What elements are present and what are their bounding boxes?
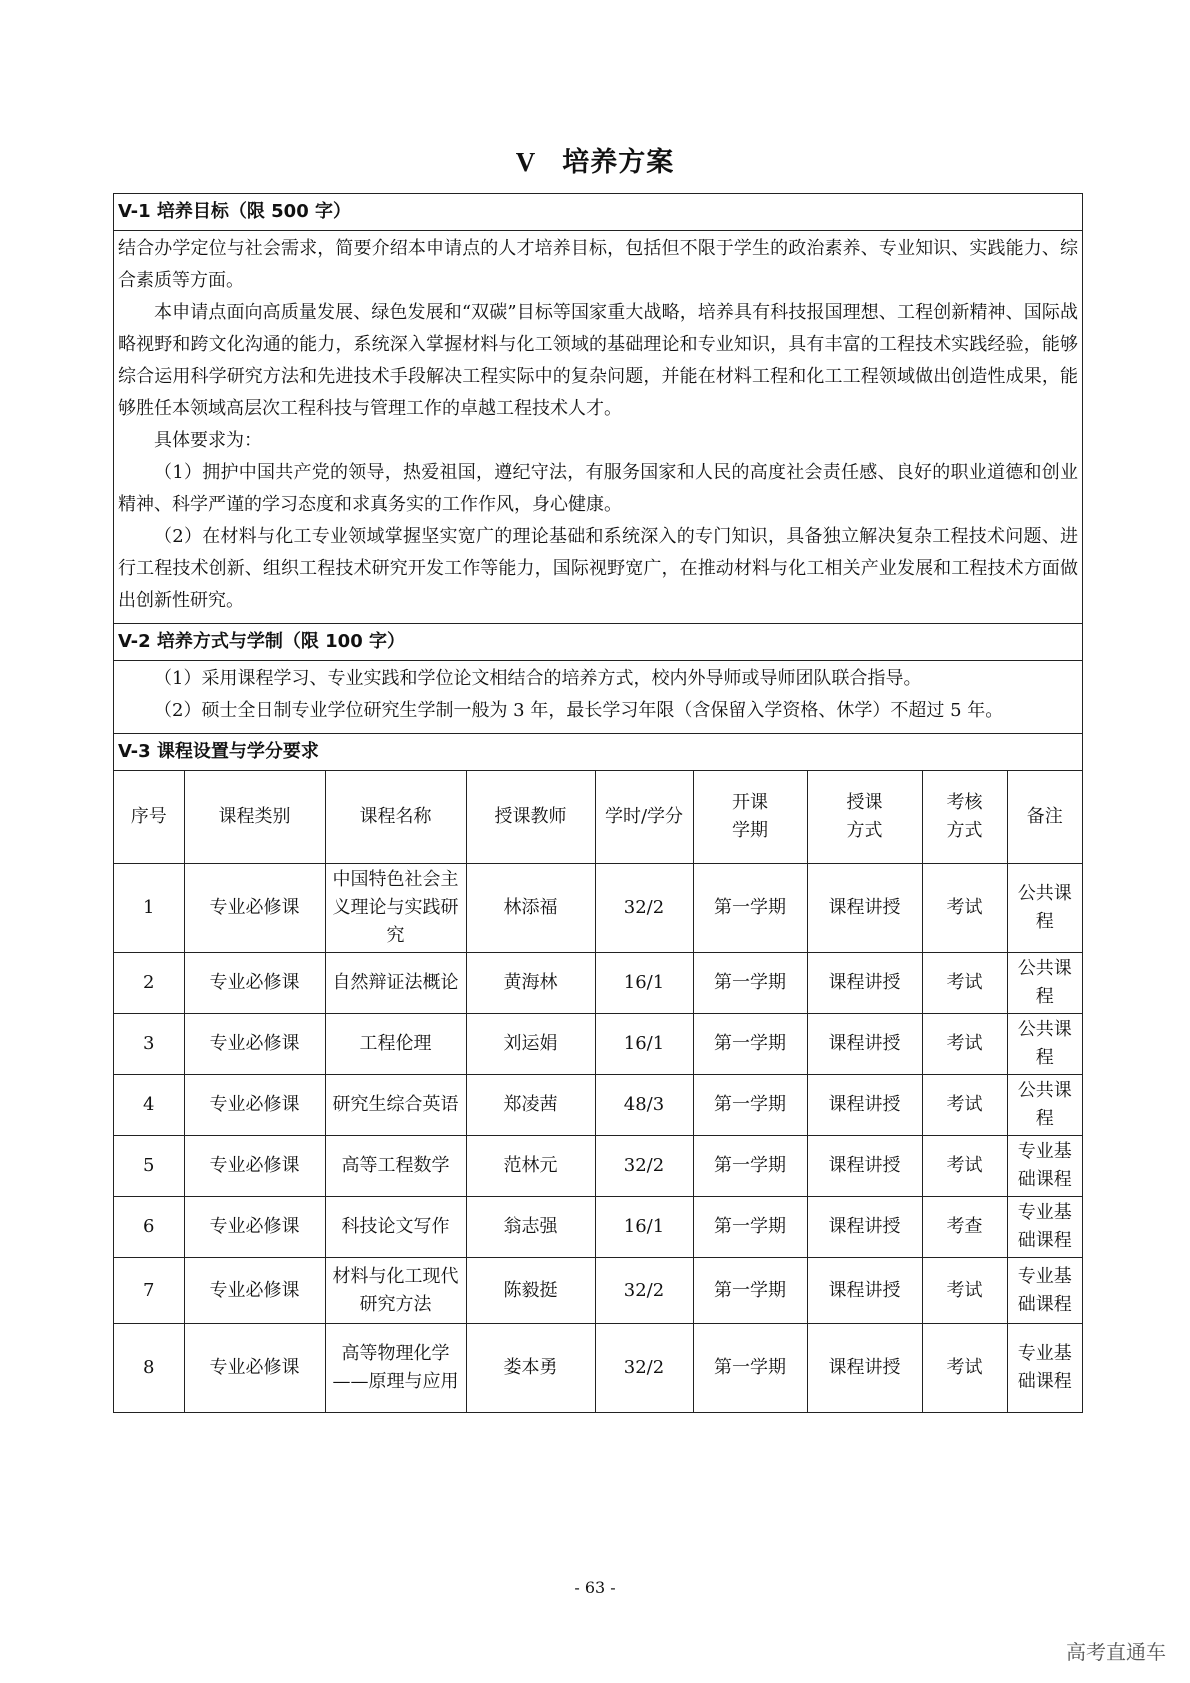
paragraph: 具体要求为： — [154, 430, 262, 451]
section-body-v1 — [114, 231, 1082, 623]
cell-term: 第一学期 — [693, 1136, 807, 1197]
table-row — [114, 1324, 1082, 1412]
form-frame — [113, 193, 1083, 1413]
cell-exam: 考试 — [922, 1324, 1007, 1412]
paragraph: （1）拥护中国共产党的领导，热爱祖国，遵纪守法，有服务国家和人民的高度社会责任感、良好的职业道德和创业精神、科学严谨的学习态度和求真务实的工作作风，身心健康。 — [118, 462, 1078, 515]
table-row — [114, 953, 1082, 1014]
cell-hours: 48/3 — [595, 1075, 693, 1136]
column-header: 序号 — [114, 771, 184, 864]
cell-exam: 考查 — [922, 1197, 1007, 1258]
cell-hours: 32/2 — [595, 1136, 693, 1197]
cell-note: 公共课程 — [1007, 864, 1082, 953]
cell-mode: 课程讲授 — [807, 1258, 922, 1324]
cell-note: 公共课程 — [1007, 953, 1082, 1014]
cell-term: 第一学期 — [693, 1324, 807, 1412]
cell-name: 高等物理化学——原理与应用 — [325, 1324, 466, 1412]
cell-no: 2 — [114, 953, 184, 1014]
cell-category: 专业必修课 — [184, 864, 325, 953]
cell-category: 专业必修课 — [184, 1075, 325, 1136]
cell-no: 3 — [114, 1014, 184, 1075]
cell-mode: 课程讲授 — [807, 953, 922, 1014]
column-header: 课程名称 — [325, 771, 466, 864]
cell-note: 公共课程 — [1007, 1075, 1082, 1136]
course-table — [114, 771, 1082, 1412]
cell-teacher: 陈毅挺 — [466, 1258, 595, 1324]
cell-exam: 考试 — [922, 1075, 1007, 1136]
table-row — [114, 1014, 1082, 1075]
paragraph: （2）硕士全日制专业学位研究生学制一般为 3 年，最长学习年限（含保留入学资格、休学）不超过 5 年。 — [154, 700, 1004, 721]
cell-term: 第一学期 — [693, 1075, 807, 1136]
cell-note: 公共课程 — [1007, 1014, 1082, 1075]
column-header: 授课教师 — [466, 771, 595, 864]
cell-hours: 32/2 — [595, 864, 693, 953]
cell-name: 研究生综合英语 — [325, 1075, 466, 1136]
column-header: 开课学期 — [693, 771, 807, 864]
section-heading-v3: V-3 课程设置与学分要求 — [114, 734, 1082, 771]
cell-teacher: 范林元 — [466, 1136, 595, 1197]
cell-note: 专业基础课程 — [1007, 1258, 1082, 1324]
cell-teacher: 黄海林 — [466, 953, 595, 1014]
cell-term: 第一学期 — [693, 1258, 807, 1324]
cell-name: 材料与化工现代研究方法 — [325, 1258, 466, 1324]
cell-name: 科技论文写作 — [325, 1197, 466, 1258]
title-text: 培养方案 — [562, 147, 675, 178]
cell-mode: 课程讲授 — [807, 1197, 922, 1258]
column-header: 考核方式 — [922, 771, 1007, 864]
section-heading-v1: V-1 培养目标（限 500 字） — [114, 194, 1082, 231]
cell-name: 工程伦理 — [325, 1014, 466, 1075]
column-header: 备注 — [1007, 771, 1082, 864]
cell-no: 7 — [114, 1258, 184, 1324]
cell-term: 第一学期 — [693, 864, 807, 953]
cell-note: 专业基础课程 — [1007, 1197, 1082, 1258]
course-rows — [114, 864, 1082, 1412]
cell-hours: 16/1 — [595, 1197, 693, 1258]
cell-hours: 32/2 — [595, 1258, 693, 1324]
cell-exam: 考试 — [922, 1136, 1007, 1197]
column-header: 学时/学分 — [595, 771, 693, 864]
cell-category: 专业必修课 — [184, 1197, 325, 1258]
cell-term: 第一学期 — [693, 1014, 807, 1075]
cell-mode: 课程讲授 — [807, 864, 922, 953]
cell-note: 专业基础课程 — [1007, 1324, 1082, 1412]
cell-exam: 考试 — [922, 1014, 1007, 1075]
cell-hours: 16/1 — [595, 953, 693, 1014]
page-number: - 63 - — [574, 1578, 616, 1597]
cell-no: 4 — [114, 1075, 184, 1136]
section-body-v2 — [114, 661, 1082, 733]
cell-category: 专业必修课 — [184, 953, 325, 1014]
cell-no: 6 — [114, 1197, 184, 1258]
table-row — [114, 864, 1082, 953]
cell-teacher: 郑凌茜 — [466, 1075, 595, 1136]
cell-category: 专业必修课 — [184, 1136, 325, 1197]
cell-hours: 32/2 — [595, 1324, 693, 1412]
cell-mode: 课程讲授 — [807, 1075, 922, 1136]
table-row — [114, 1197, 1082, 1258]
cell-teacher: 翁志强 — [466, 1197, 595, 1258]
cell-mode: 课程讲授 — [807, 1136, 922, 1197]
cell-no: 5 — [114, 1136, 184, 1197]
column-header: 授课方式 — [807, 771, 922, 864]
paragraph: （2）在材料与化工专业领域掌握坚实宽广的理论基础和系统深入的专门知识，具备独立解决复杂工程技术问题、进行工程技术创新、组织工程技术研究开发工作等能力，国际视野宽广，在推动材料与化工相关产业发展和工程技术方面做出创新性研究。 — [118, 526, 1078, 611]
title-number: V — [515, 147, 537, 177]
cell-exam: 考试 — [922, 864, 1007, 953]
cell-hours: 16/1 — [595, 1014, 693, 1075]
cell-no: 1 — [114, 864, 184, 953]
cell-teacher: 刘运娟 — [466, 1014, 595, 1075]
cell-teacher: 林添福 — [466, 864, 595, 953]
watermark: 高考直通车 — [1066, 1640, 1166, 1664]
cell-name: 高等工程数学 — [325, 1136, 466, 1197]
cell-category: 专业必修课 — [184, 1014, 325, 1075]
cell-term: 第一学期 — [693, 953, 807, 1014]
table-row — [114, 1258, 1082, 1324]
cell-exam: 考试 — [922, 1258, 1007, 1324]
cell-category: 专业必修课 — [184, 1324, 325, 1412]
cell-term: 第一学期 — [693, 1197, 807, 1258]
column-header: 课程类别 — [184, 771, 325, 864]
cell-category: 专业必修课 — [184, 1258, 325, 1324]
cell-name: 自然辩证法概论 — [325, 953, 466, 1014]
paragraph: 结合办学定位与社会需求，简要介绍本申请点的人才培养目标，包括但不限于学生的政治素养、专业知识、实践能力、综合素质等方面。 — [118, 238, 1078, 291]
cell-mode: 课程讲授 — [807, 1324, 922, 1412]
cell-mode: 课程讲授 — [807, 1014, 922, 1075]
paragraph: 本申请点面向高质量发展、绿色发展和“双碳”目标等国家重大战略，培养具有科技报国理想、工程创新精神、国际战略视野和跨文化沟通的能力，系统深入掌握材料与化工领域的基础理论和专业知识，具有丰富的工程技术实践经验，能够综合运用科学研究方法和先进技术手段解决工程实际中的复杂问题，并能在材料工程和化工工程领域做出创造性成果，能够胜任本领域高层次工程科技与管理工作的卓越工程技术人才。 — [118, 302, 1078, 419]
table-row — [114, 1136, 1082, 1197]
paragraph: （1）采用课程学习、专业实践和学位论文相结合的培养方式，校内外导师或导师团队联合指导。 — [154, 668, 922, 689]
cell-note: 专业基础课程 — [1007, 1136, 1082, 1197]
table-header-row — [114, 771, 1082, 864]
section-heading-v2: V-2 培养方式与学制（限 100 字） — [114, 624, 1082, 661]
cell-exam: 考试 — [922, 953, 1007, 1014]
table-row — [114, 1075, 1082, 1136]
page-title — [0, 140, 1190, 179]
cell-no: 8 — [114, 1324, 184, 1412]
cell-name: 中国特色社会主义理论与实践研究 — [325, 864, 466, 953]
cell-teacher: 娄本勇 — [466, 1324, 595, 1412]
